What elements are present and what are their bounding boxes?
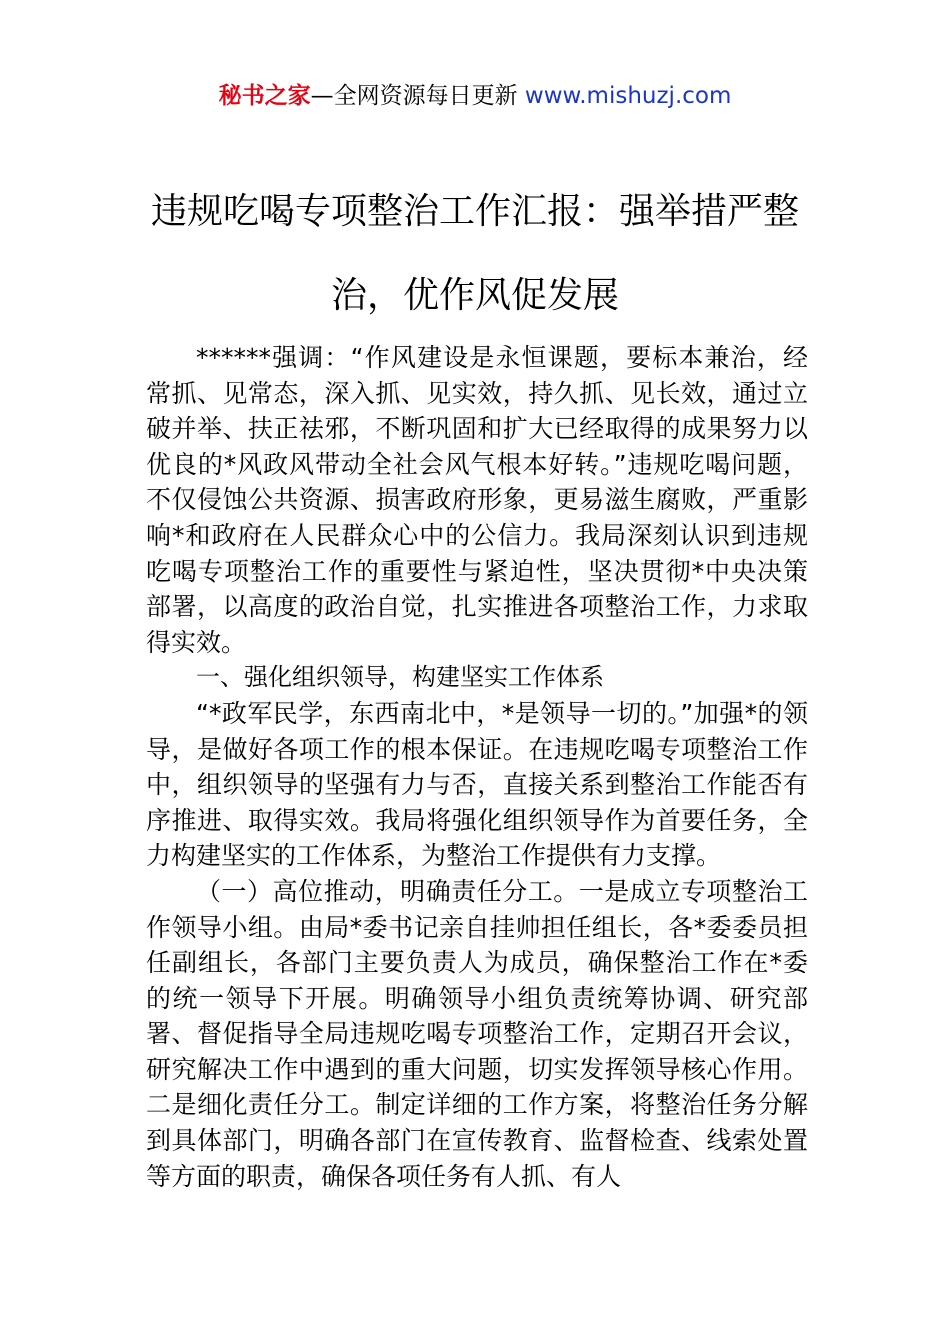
document-title (0, 170, 950, 338)
document-title-line-1: 违规吃喝专项整治工作汇报：强举措严整 (150, 191, 799, 232)
site-url-link[interactable]: www.mishuzj.com (524, 83, 732, 109)
site-name: 秘书之家 (218, 83, 311, 109)
document-title-line-2: 治，优作风促发展 (330, 275, 619, 316)
document-body (146, 340, 808, 1194)
paragraph-section-1: “*政军民学，东西南北中，*是领导一切的。”加强*的领导，是做好各项工作的根本保证。在违规吃喝专项整治工作中，组织领导的坚强有力与否，直接关系到整治工作能否有序推进、取得实效。我局将强化组织领导作为首要任务，全力构建坚实的工作体系，为整治工作提供有力支撑。 (146, 698, 808, 871)
paragraph-subsection-1: （一）高位推动，明确责任分工。一是成立专项整治工作领导小组。由局*委书记亲自挂帅担任组长，各*委委员担任副组长，各部门主要负责人为成员，确保整治工作在*委的统一领导下开展。明确领导小组负责统筹协调、研究部署、督促指导全局违规吃喝专项整治工作，定期召开会议，研究解决工作中遇到的重大问题，切实发挥领导核心作用。二是细化责任分工。制定详细的工作方案，将整治任务分解到具体部门，明确各部门在宣传教育、监督检查、线索处置等方面的职责，确保各项任务有人抓、有人 (146, 876, 808, 1191)
section-heading-1: 一、强化组织领导，构建坚实工作体系 (196, 663, 604, 692)
paragraph-intro: ******强调：“作风建设是永恒课题，要标本兼治，经常抓、见常态，深入抓、见实效，持久抓、见长效，通过立破并举、扶正祛邪，不断巩固和扩大已经取得的成果努力以优良的*风政风带动全社会风气根本好转。”违规吃喝问题，不仅侵蚀公共资源、损害政府形象，更易滋生腐败，严重影响*和政府在人民群众心中的公信力。我局深刻认识到违规吃喝专项整治工作的重要性与紧迫性，坚决贯彻*中央决策部署，以高度的政治自觉，扎实推进各项整治工作，力求取得实效。 (146, 343, 808, 657)
site-tagline: —全网资源每日更新 (310, 83, 518, 109)
site-header (0, 80, 950, 112)
